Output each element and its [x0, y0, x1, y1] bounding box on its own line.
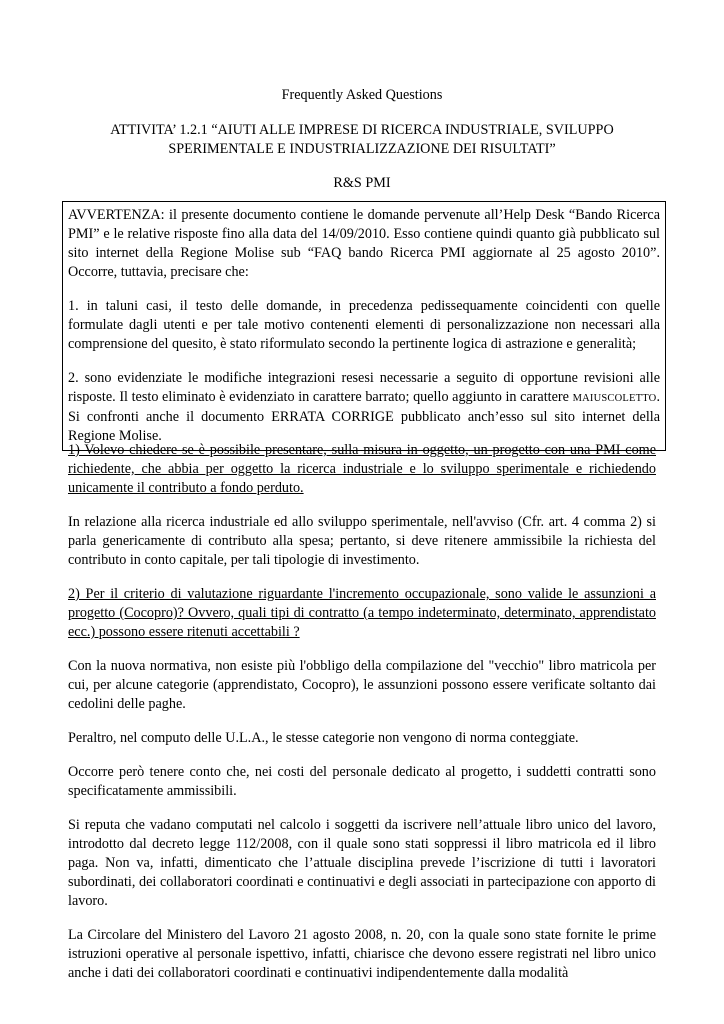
- smallcaps-word: MAIUSCOLETTO: [572, 393, 657, 404]
- notice-point-2-text-a: 2. sono evidenziate le modifiche integrazioni resesi necessarie a seguito di opportune revisioni alle risposte. Il testo eliminato è evidenziato in carattere barrato; quello aggiunto in carattere: [68, 370, 660, 405]
- faq-question-1: 1) Volevo chiedere se è possibile presentare, sulla misura in oggetto, un progetto con una PMI come richiedente, che abbia per oggetto la ricerca industriale e lo sviluppo sperimentale e richiedendo unicamente il contributo a fondo perduto.: [68, 442, 656, 496]
- faq-answer-2-paragraph-5: La Circolare del Ministero del Lavoro 21 agosto 2008, n. 20, con la quale sono state fornite le prime istruzioni operative al personale ispettivo, infatti, chiarisce che devono essere registrati nel libro unico anche i dati dei collaboratori coordinati e continuativi indipendentemente dalla modalità: [68, 927, 656, 981]
- notice-point-2: [68, 369, 660, 446]
- faq-answer-1-paragraph: In relazione alla ricerca industriale ed allo sviluppo sperimentale, nell'avviso (Cfr. art. 4 comma 2) si parla genericamente di contributo alla spesa; pertanto, si deve ritenere ammissibile la richiesta del contributo in conto capitale, per tali tipologie di investimento.: [68, 514, 656, 568]
- faq-answer-2-paragraph-3: Occorre però tenere conto che, nei costi del personale dedicato al progetto, i suddetti contratti sono specificatamente ammissibili.: [68, 764, 656, 799]
- faq-question-2: 2) Per il criterio di valutazione riguardante l'incremento occupazionale, sono valide le assunzioni a progetto (Cocopro)? Ovvero, quali tipi di contratto (a tempo indeterminato, determinato, apprendistato ecc.) possono essere ritenuti accettabili ?: [68, 586, 656, 640]
- faq-answer-2-paragraph-2: Peraltro, nel computo delle U.L.A., le stesse categorie non vengono di norma conteggiate.: [68, 730, 579, 746]
- faq-answer-2-paragraph-4: Si reputa che vadano computati nel calcolo i soggetti da iscrivere nell’attuale libro unico del lavoro, introdotto dal decreto legge 112/2008, con il quale sono stati soppressi il libro matricola ed il libro paga. Non va, infatti, dimenticato che l’attuale disciplina prevede l’iscrizione di tutti i lavoratori subordinati, dei collaboratori coordinati e continuativi e degli associati in partecipazione con apporto di lavoro.: [68, 817, 656, 909]
- notice-point-2-text-b: . Si confronti anche il documento ERRATA CORRIGE pubblicato anch’esso sul sito internet della Regione Molise.: [68, 389, 660, 444]
- notice-point-1: 1. in taluni casi, il testo delle domande, in precedenza pedissequamente coincidenti con quelle formulate dagli utenti e per tale motivo contenenti elementi di personalizzazione non necessari alla comprensione del quesito, è stato riformulato secondo la pertinente logica di astrazione e generalità;: [68, 298, 660, 352]
- faq-answer-2-paragraph-1: Con la nuova normativa, non esiste più l'obbligo della compilazione del "vecchio" libro matricola per cui, per alcune categorie (apprendistato, Cocopro), le assunzioni possono essere verificate soltanto dai cedolini delle paghe.: [68, 658, 656, 712]
- document-title: Frequently Asked Questions: [281, 87, 443, 103]
- notice-box: [62, 201, 666, 451]
- faq-body: [68, 441, 656, 998]
- notice-intro: AVVERTENZA: il presente documento contiene le domande pervenute all’Help Desk “Bando Ricerca PMI” e le relative risposte fino alla data del 14/09/2010. Esso contiene quindi quanto già pubblicato sul sito internet della Regione Molise sub “FAQ bando Ricerca PMI aggiornate al 25 agosto 2010”. Occorre, tuttavia, precisare che:: [68, 207, 660, 280]
- activity-title: ATTIVITA’ 1.2.1 “AIUTI ALLE IMPRESE DI RICERCA INDUSTRIALE, SVILUPPO SPERIMENTALE E INDUSTRIALIZZAZIONE DEI RISULTATI”: [110, 122, 614, 157]
- program-name: R&S PMI: [333, 175, 391, 191]
